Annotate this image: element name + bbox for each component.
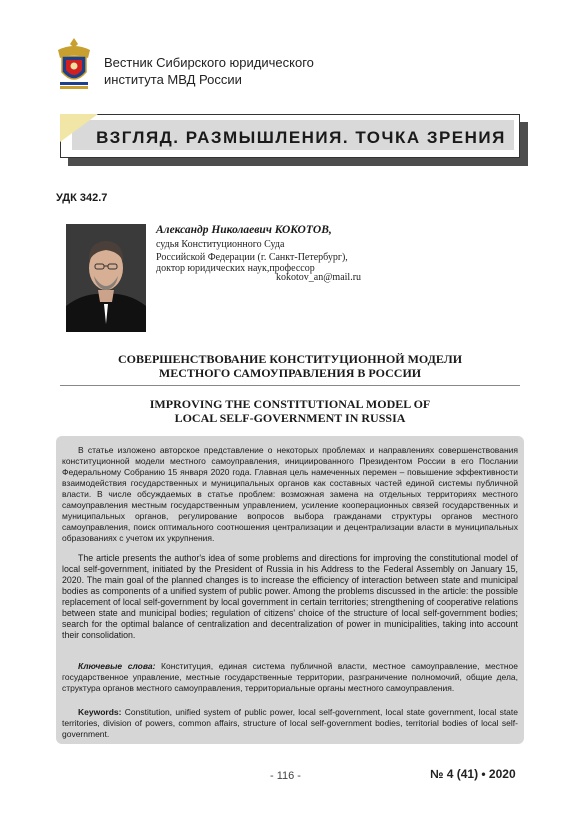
author-court: Российской Федерации (г. Санкт-Петербург), (156, 252, 348, 263)
author-photo (66, 224, 146, 332)
journal-title-line2: института МВД России (104, 72, 242, 87)
section-banner (60, 114, 530, 168)
issue-number: № 4 (41) • 2020 (430, 767, 516, 781)
keywords-en (62, 707, 518, 740)
author-position: судья Конституционного Суда (156, 239, 285, 250)
keywords-en-text: Constitution, unified system of public power, local self-government, local state government, local state territories, division of powers, common affairs, structure of local self-government bodies, territorial bodies of local self-government. (62, 707, 518, 739)
article-title-en-line1: IMPROVING THE CONSTITUTIONAL MODEL OF (149, 397, 431, 411)
journal-title-line1: Вестник Сибирского юридического (104, 55, 314, 70)
keywords-ru (62, 661, 518, 694)
title-divider (60, 385, 520, 386)
abstract-en: The article presents the author's idea of some problems and directions for improving the constitutional model of local self-government, initiated by the President of Russia in his Address to the Federal Assembly on January 15, 2020. The main goal of the planned changes is to increase the efficiency of interaction between state and municipal bodies as components of a unified system of public power. Among the problems discussed in the article: the possible replacement of local self-government by local government in certain territories; strengthening of cooperative relations between state and municipal bodies; regulation of citizens' choice of the structure of local self-government bodies; search for the optimal balance of centralization and decentralization of power in municipalities, taking into account their consolidation. (62, 553, 518, 640)
page-number: - 116 - (270, 770, 301, 782)
section-banner-title: ВЗГЛЯД. РАЗМЫШЛЕНИЯ. ТОЧКА ЗРЕНИЯ (96, 128, 506, 147)
author-email: kokotov_an@mail.ru (276, 272, 362, 283)
article-title-ru-line1: СОВЕРШЕНСТВОВАНИЕ КОНСТИТУЦИОННОЙ МОДЕЛИ (117, 352, 463, 366)
udk-code: УДК 342.7 (56, 192, 108, 204)
author-name: Александр Николаевич КОКОТОВ, (156, 224, 332, 236)
abstract-ru: В статье изложено авторское представление о некоторых проблемах и направлениях совершенствования конституционной модели местного самоуправления, инициированного Президентом России в его Послании Федеральному Собранию 15 января 2020 года. Главная цель намеченных перемен – повышение эффективности взаимодействия государственных и муниципальных органов как составных частей единой системы публичной власти. В числе обсуждаемых в статье проблем: возможная замена на отдельных территориях местного самоуправления местным государственным управлением, усиление кооперационных связей государственных и муниципальных органов, регулирование вопросов выбора гражданами структуры органов местного самоуправления, поиск оптимального соотношения централизации и децентрализации власти в муниципальных образованиях с учетом их укрупнения. (62, 445, 518, 543)
article-title-en-line2: LOCAL SELF-GOVERNMENT IN RUSSIA (174, 411, 406, 425)
mvd-emblem-icon (52, 36, 96, 92)
author-degree: доктор юридических наук,профессор (156, 263, 315, 274)
article-title-ru-line2: МЕСТНОГО САМОУПРАВЛЕНИЯ В РОССИИ (158, 366, 422, 380)
keywords-en-label: Keywords: (78, 707, 122, 717)
banner-corner-triangle (60, 114, 98, 142)
keywords-ru-label: Ключевые слова: (78, 661, 156, 671)
keywords-ru-text: Конституция, единая система публичной власти, местное самоуправление, местное государственное управление, местные государственные территории, разграничение полномочий, общие дела, структура органов местного самоуправления, территориальные органы местного самоуправления. (62, 661, 518, 693)
journal-title (104, 54, 364, 88)
